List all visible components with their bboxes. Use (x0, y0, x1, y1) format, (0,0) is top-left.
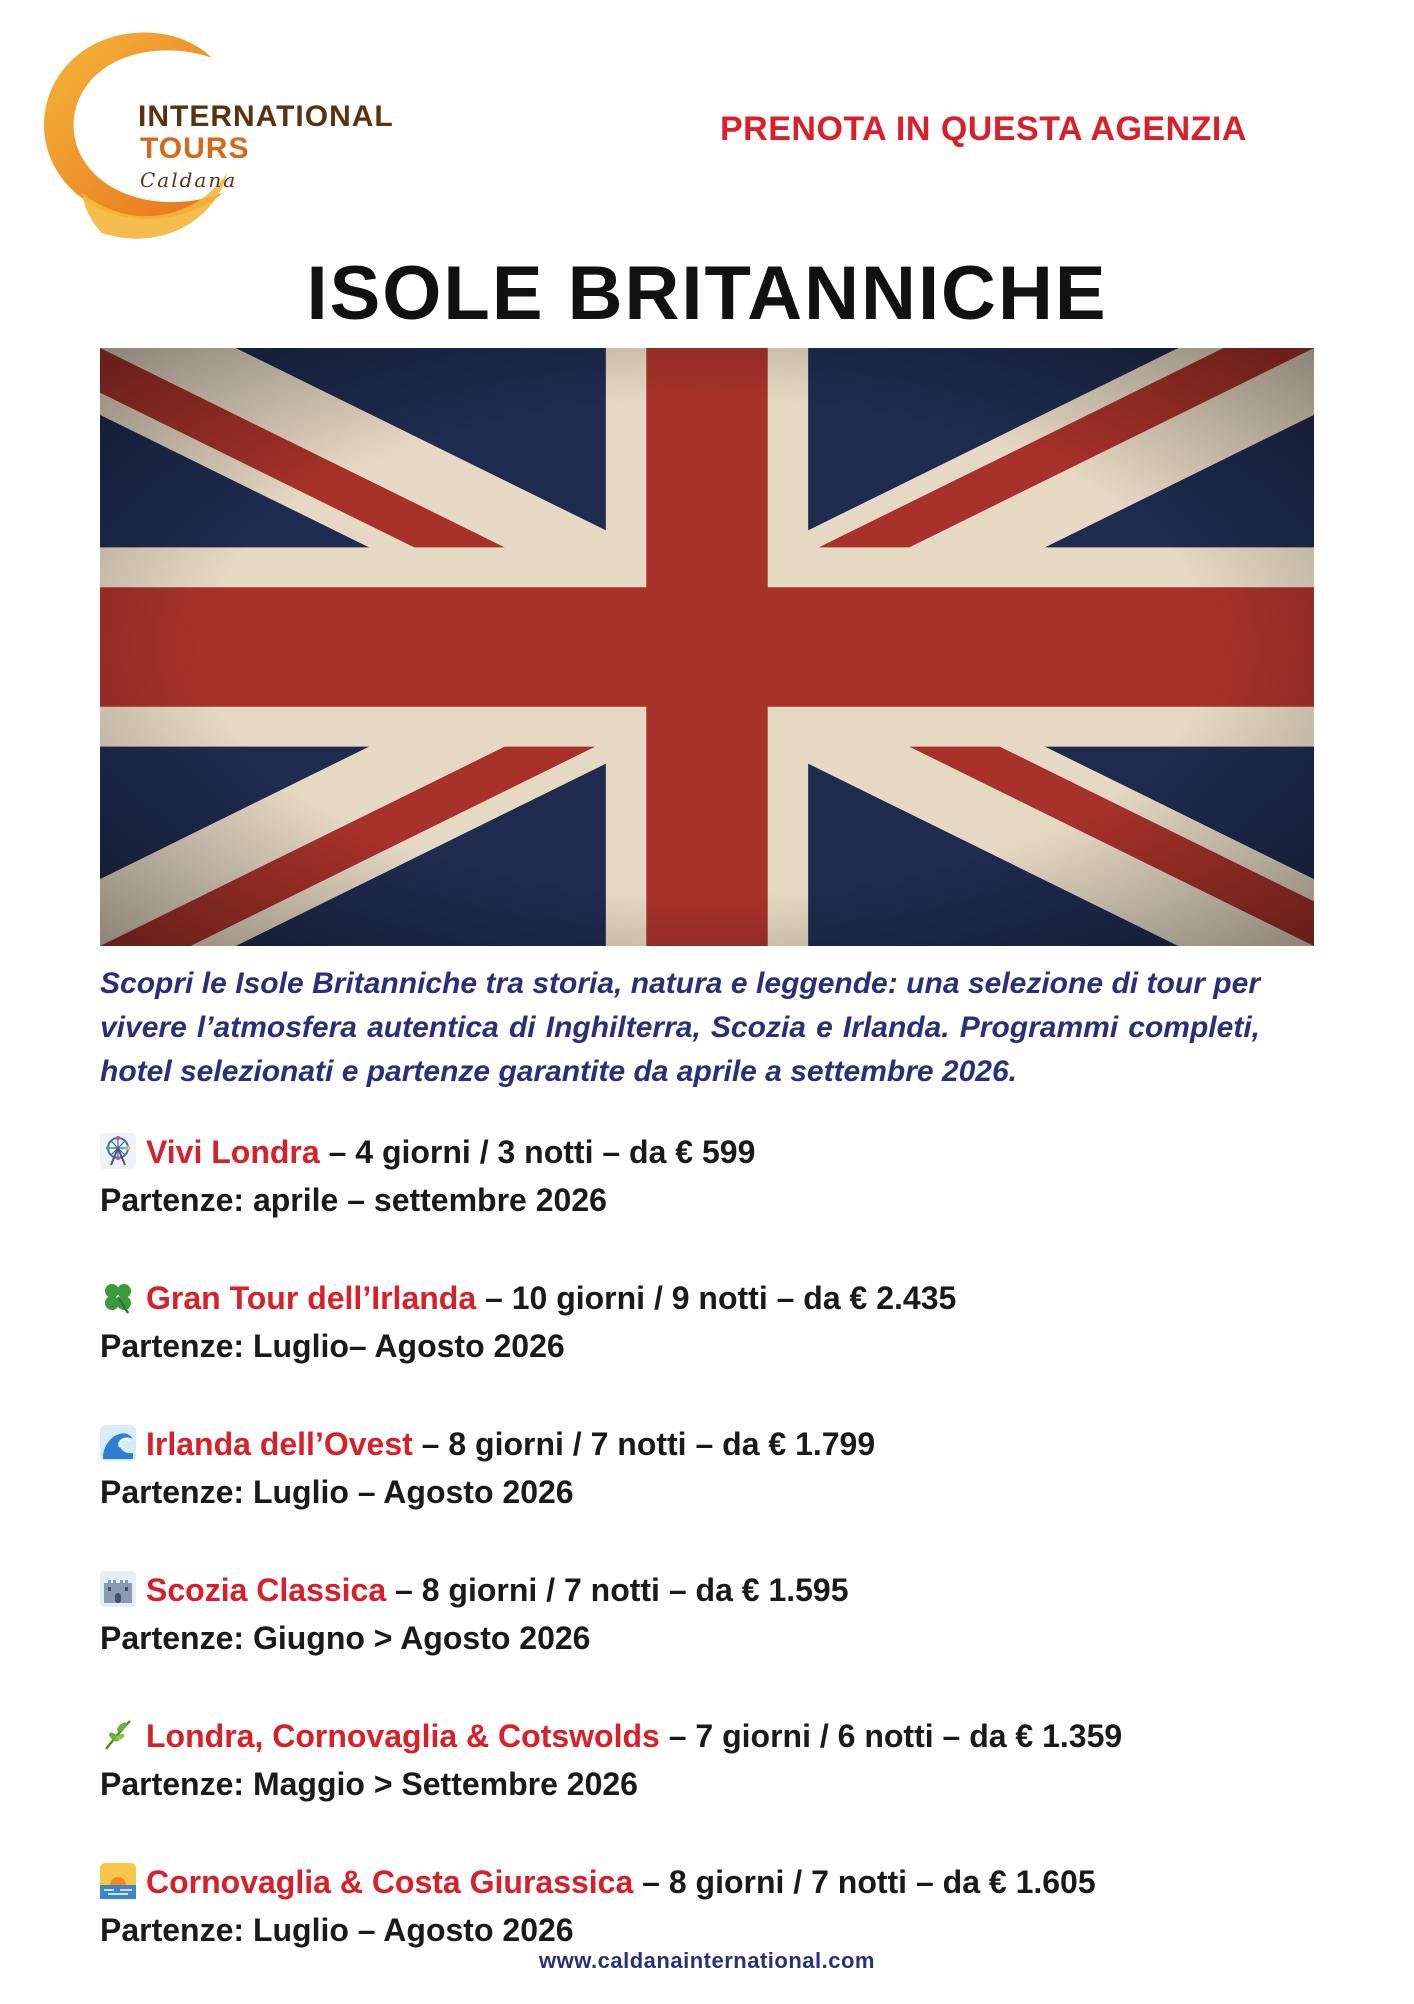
tour-name: Scozia Classica (146, 1572, 387, 1608)
website-link[interactable]: www.caldanainternational.com (539, 1948, 875, 1973)
page-title: ISOLE BRITANNICHE (306, 251, 1108, 336)
company-logo (22, 18, 402, 258)
sunrise-icon (100, 1863, 136, 1899)
tour-details: – 8 giorni / 7 notti – da € 1.595 (386, 1572, 849, 1608)
tour-item-irlanda-ovest (100, 1420, 1314, 1566)
wave-icon (100, 1425, 136, 1461)
tour-departures: Partenze: Giugno > Agosto 2026 (100, 1620, 591, 1656)
tour-details: – 10 giorni / 9 notti – da € 2.435 (476, 1280, 957, 1316)
tour-item-cornovaglia-costa-giurassica (100, 1858, 1314, 2004)
tour-item-scozia-classica (100, 1566, 1314, 1712)
tour-name: Gran Tour dell’Irlanda (146, 1280, 477, 1316)
four-leaf-clover-icon (100, 1279, 136, 1315)
tour-departures: Partenze: Luglio – Agosto 2026 (100, 1912, 574, 1948)
tour-departures: Partenze: Maggio > Settembre 2026 (100, 1766, 638, 1802)
tour-details: – 4 giorni / 3 notti – da € 599 (319, 1134, 756, 1170)
tour-item-gran-tour-irlanda (100, 1274, 1314, 1420)
herb-icon (100, 1717, 136, 1753)
intro-paragraph: Scopri le Isole Britanniche tra storia, natura e leggende: una selezione di tour per vivere l’atmosfera autentica di Inghilterra, Scozia e Irlanda. Programmi completi, hotel selezionati e partenze garantite da aprile a settembre 2026. (100, 967, 1260, 1088)
union-jack-flag-image (100, 348, 1314, 946)
logo-line-2: TOURS (140, 132, 250, 165)
tour-name: Cornovaglia & Costa Giurassica (146, 1864, 634, 1900)
castle-icon (100, 1571, 136, 1607)
tour-item-vivi-londra (100, 1128, 1314, 1274)
tour-list (100, 1128, 1314, 2004)
tour-details: – 7 giorni / 6 notti – da € 1.359 (659, 1718, 1123, 1754)
logo-line-1: INTERNATIONAL (138, 100, 394, 133)
tour-departures: Partenze: Luglio– Agosto 2026 (100, 1328, 565, 1364)
ferris-wheel-icon (100, 1133, 136, 1169)
tour-name: Londra, Cornovaglia & Cotswolds (146, 1718, 660, 1754)
tour-details: – 8 giorni / 7 notti – da € 1.799 (412, 1426, 876, 1462)
tour-details: – 8 giorni / 7 notti – da € 1.605 (633, 1864, 1096, 1900)
tour-name: Irlanda dell’Ovest (146, 1426, 413, 1462)
tour-name: Vivi Londra (146, 1134, 320, 1170)
logo-subtitle: Caldana (140, 168, 238, 192)
tour-item-londra-cornovaglia-cotswolds (100, 1712, 1314, 1858)
tour-departures: Partenze: aprile – settembre 2026 (100, 1182, 607, 1218)
booking-call-to-action: PRENOTA IN QUESTA AGENZIA (720, 110, 1247, 148)
tour-departures: Partenze: Luglio – Agosto 2026 (100, 1474, 574, 1510)
